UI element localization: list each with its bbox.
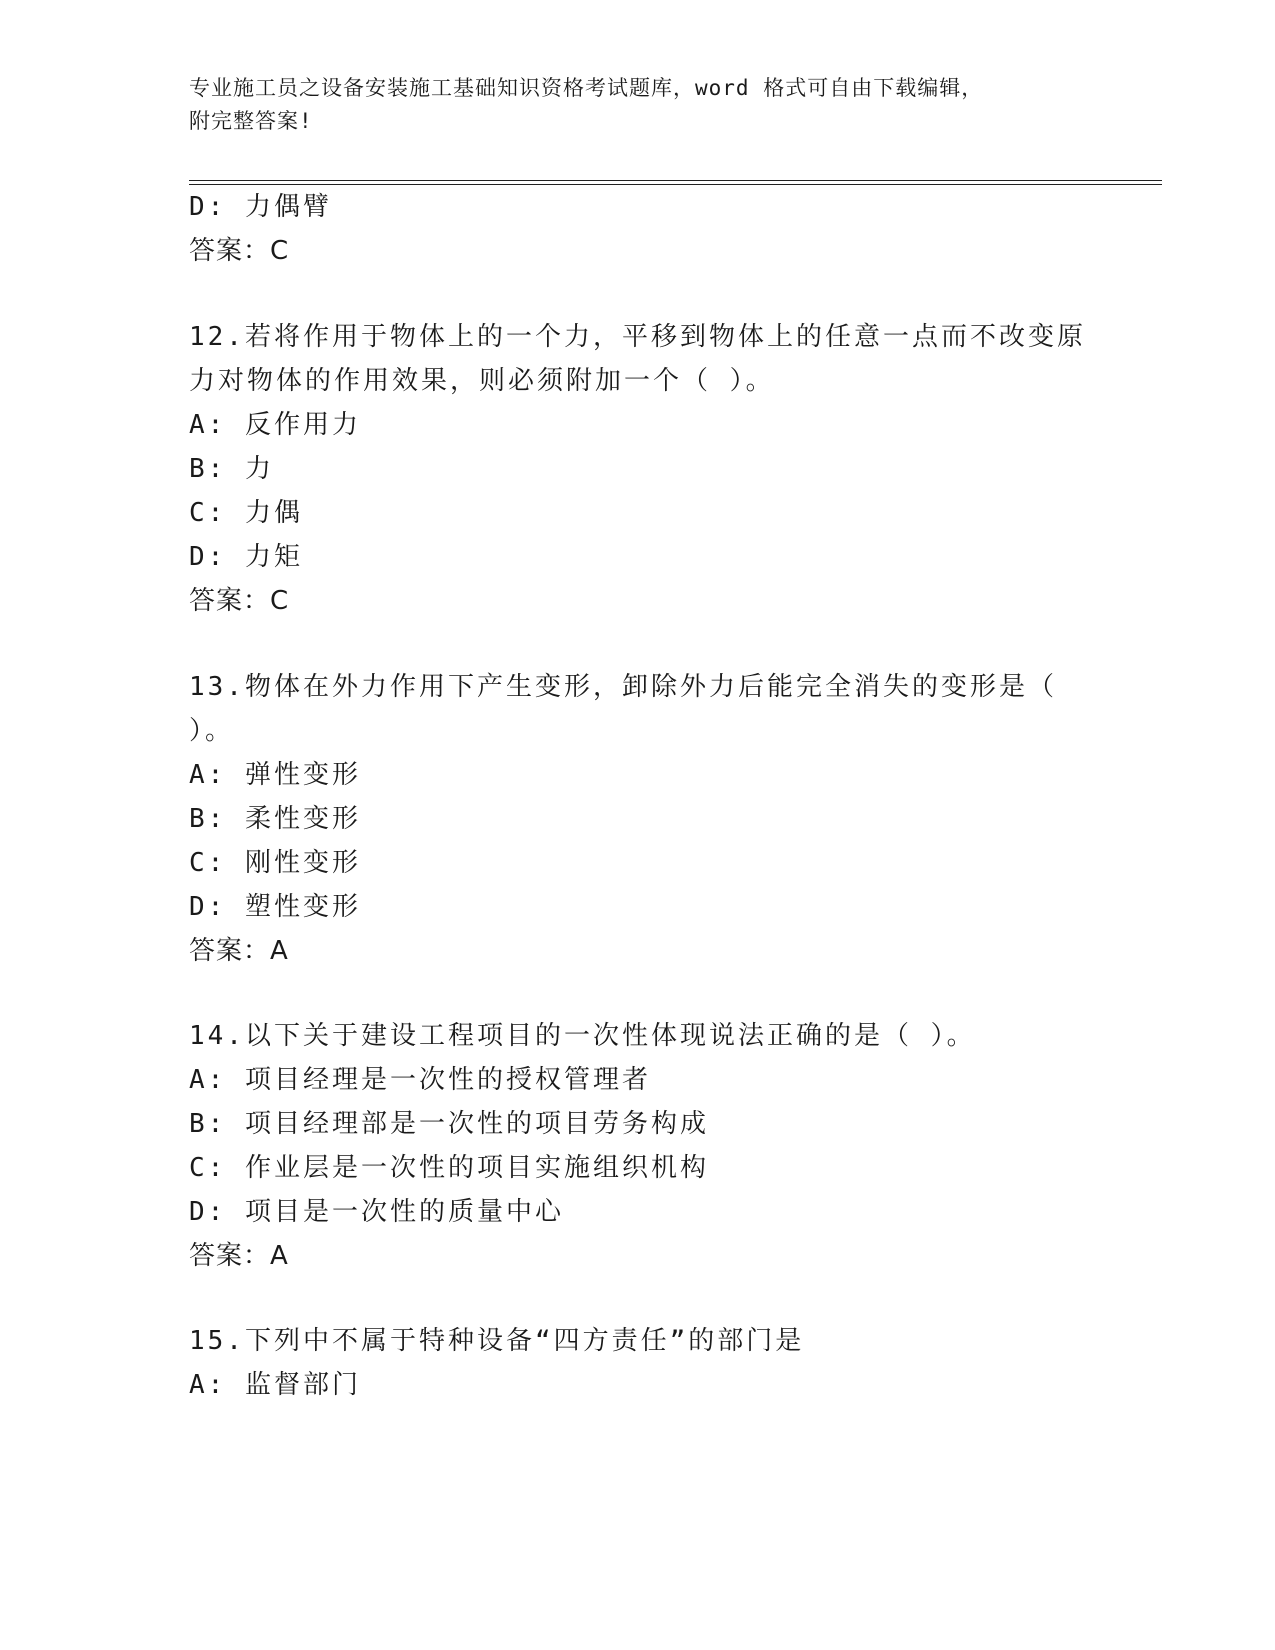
q14-stem-line-1: 14.以下关于建设工程项目的一次性体现说法正确的是（ ）。: [189, 1021, 976, 1051]
q14-option-c: C: 作业层是一次性的项目实施组织机构: [189, 1153, 709, 1183]
q12-option-a: A: 反作用力: [189, 410, 361, 440]
q15-stem-line-1: 15.下列中不属于特种设备“四方责任”的部门是: [189, 1326, 805, 1356]
header-divider-bottom: [189, 184, 1162, 185]
q14-option-b: B: 项目经理部是一次性的项目劳务构成: [189, 1109, 709, 1139]
q14-option-a: A: 项目经理是一次性的授权管理者: [189, 1065, 651, 1095]
q13-option-a: A: 弹性变形: [189, 760, 361, 790]
q13-stem-line-1: 13.物体在外力作用下产生变形，卸除外力后能完全消失的变形是（: [189, 672, 1057, 702]
q12-option-d: D: 力矩: [189, 542, 303, 572]
q14-option-d: D: 项目是一次性的质量中心: [189, 1197, 564, 1227]
q12-stem-line-2: 力对物体的作用效果，则必须附加一个（ ）。: [189, 366, 775, 396]
q13-answer: 答案：A: [189, 936, 289, 966]
q11-answer: 答案：C: [189, 236, 290, 266]
q12-stem-line-1: 12.若将作用于物体上的一个力，平移到物体上的任意一点而不改变原: [189, 322, 1086, 352]
q13-option-b: B: 柔性变形: [189, 804, 361, 834]
document-header: [189, 72, 1089, 138]
q14-answer: 答案：A: [189, 1241, 289, 1271]
q13-stem-line-2: ）。: [189, 716, 235, 746]
header-line-1: 专业施工员之设备安装施工基础知识资格考试题库，word 格式可自由下载编辑，: [189, 76, 984, 100]
q11-option-d: D: 力偶臂: [189, 192, 332, 222]
q13-option-d: D: 塑性变形: [189, 892, 361, 922]
q13-option-c: C: 刚性变形: [189, 848, 361, 878]
q12-option-b: B: 力: [189, 454, 274, 484]
q15-option-a: A: 监督部门: [189, 1370, 361, 1400]
header-divider-top: [189, 180, 1162, 181]
q12-option-c: C: 力偶: [189, 498, 303, 528]
header-line-2: 附完整答案!: [189, 109, 313, 133]
q12-answer: 答案：C: [189, 586, 290, 616]
